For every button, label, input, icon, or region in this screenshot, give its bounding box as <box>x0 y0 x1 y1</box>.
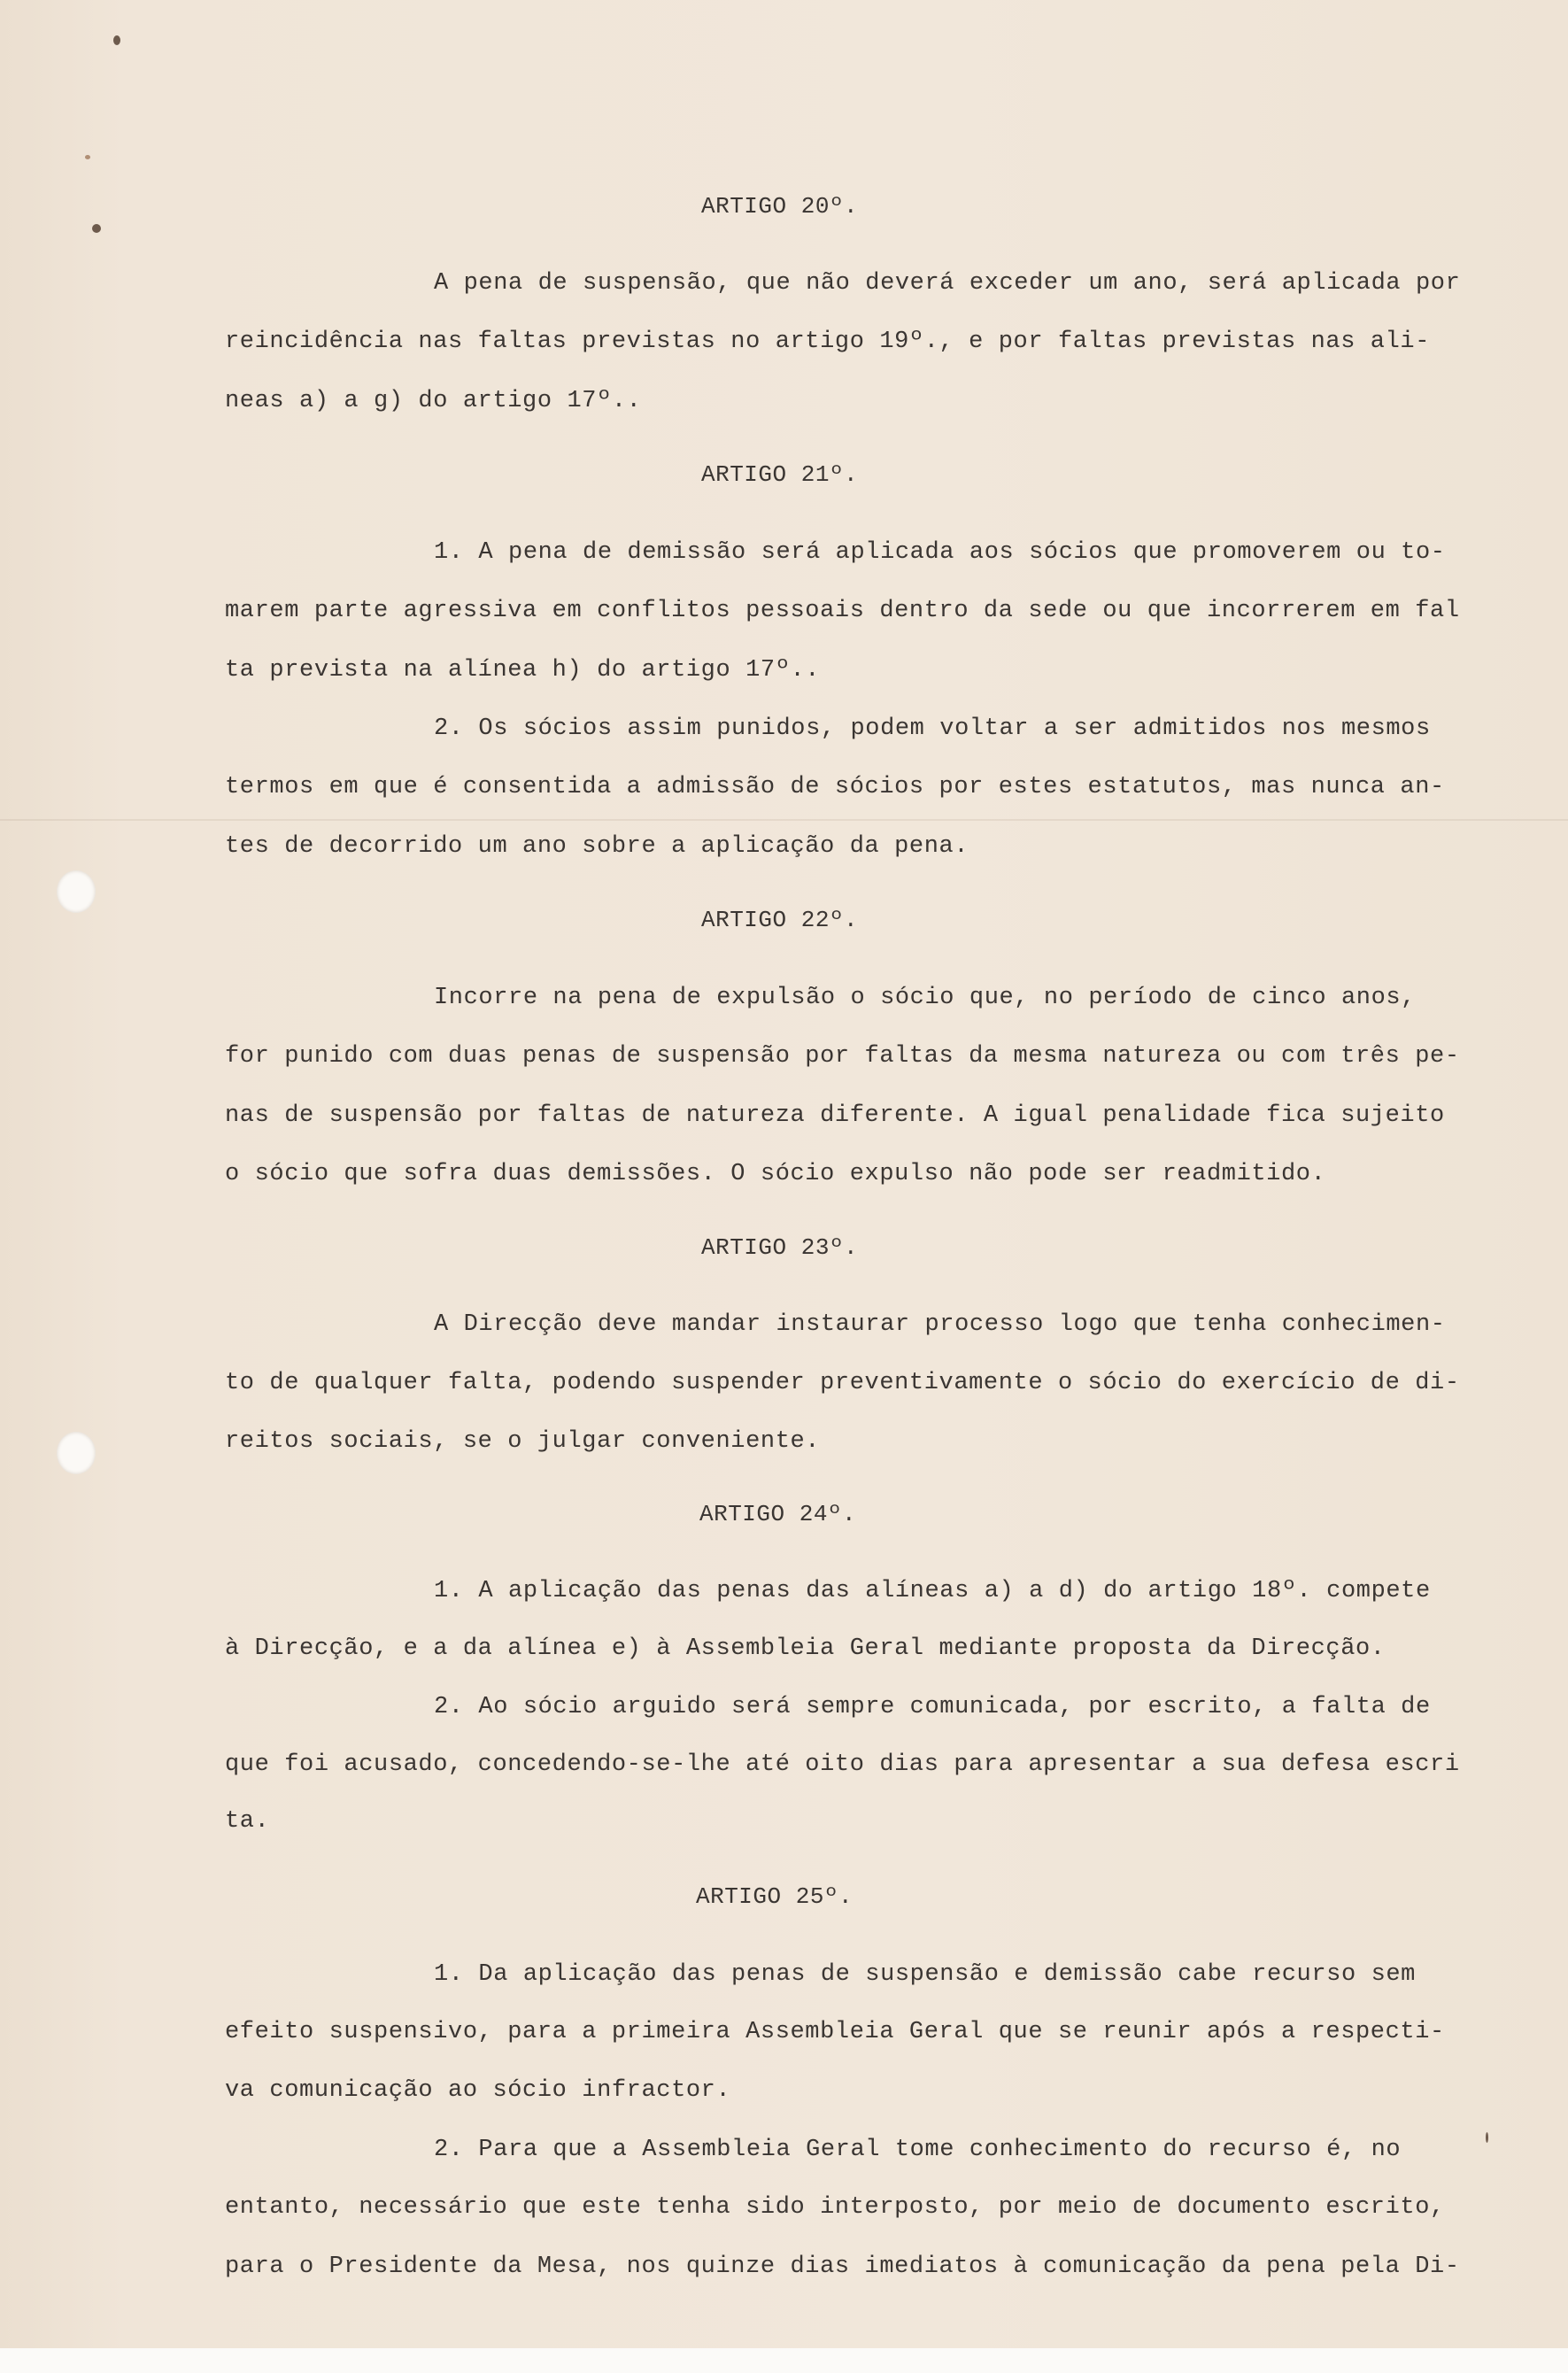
text-line: tes de decorrido um ano sobre a aplicação da pena. <box>225 833 969 860</box>
text-line: A Direcção deve mandar instaurar processo logo que tenha conhecimen- <box>434 1311 1446 1338</box>
text-line: o sócio que sofra duas demissões. O sócio expulso não pode ser readmitido. <box>225 1161 1326 1187</box>
text-line: 2. Ao sócio arguido será sempre comunicada, por escrito, a falta de <box>434 1694 1431 1720</box>
text-line: nas de suspensão por faltas de natureza diferente. A igual penalidade fica sujeito <box>225 1102 1445 1129</box>
section-heading: ARTIGO 25º. <box>696 1883 854 1910</box>
text-line: 2. Para que a Assembleia Geral tome conhecimento do recurso é, no <box>434 2137 1402 2163</box>
text-line: para o Presidente da Mesa, nos quinze dias imediatos à comunicação da pena pela Di- <box>225 2253 1460 2280</box>
text-line: neas a) a g) do artigo 17º.. <box>225 388 642 414</box>
section-heading: ARTIGO 24º. <box>699 1501 857 1527</box>
text-line: 1. Da aplicação das penas de suspensão e demissão cabe recurso sem <box>434 1961 1416 1988</box>
text-line: to de qualquer falta, podendo suspender preventivamente o sócio do exercício de di- <box>225 1370 1460 1396</box>
ink-speck <box>92 224 101 233</box>
section-heading: ARTIGO 20º. <box>701 193 859 220</box>
text-line: 2. Os sócios assim punidos, podem voltar a ser admitidos nos mesmos <box>434 715 1431 742</box>
text-line: Incorre na pena de expulsão o sócio que, no período de cinco anos, <box>434 985 1416 1011</box>
text-line: 1. A aplicação das penas das alíneas a) a d) do artigo 18º. compete <box>434 1578 1431 1604</box>
text-line: entanto, necessário que este tenha sido interposto, por meio de documento escrito, <box>225 2194 1445 2221</box>
ink-speck <box>113 35 120 45</box>
ink-speck <box>85 155 90 159</box>
punch-hole-upper <box>57 870 96 913</box>
text-line: reincidência nas faltas previstas no artigo 19º., e por faltas previstas nas ali- <box>225 329 1431 355</box>
text-line: termos em que é consentida a admissão de sócios por estes estatutos, mas nunca an- <box>225 774 1445 800</box>
section-heading: ARTIGO 22º. <box>701 907 859 933</box>
text-line: marem parte agressiva em conflitos pessoais dentro da sede ou que incorrerem em fal <box>225 598 1460 624</box>
text-line: efeito suspensivo, para a primeira Assembleia Geral que se reunir após a respecti- <box>225 2019 1445 2045</box>
text-line: ta. <box>225 1808 270 1835</box>
paper-fold <box>0 819 1568 821</box>
text-line: reitos sociais, se o julgar conveniente. <box>225 1428 821 1455</box>
text-line: 1. A pena de demissão será aplicada aos sócios que promoverem ou to- <box>434 539 1446 566</box>
text-line: ta prevista na alínea h) do artigo 17º.. <box>225 657 821 684</box>
text-line: à Direcção, e a da alínea e) à Assembleia Geral mediante proposta da Direcção. <box>225 1635 1386 1662</box>
text-line: for punido com duas penas de suspensão por faltas da mesma natureza ou com três pe- <box>225 1043 1460 1070</box>
text-line: que foi acusado, concedendo-se-lhe até oito dias para apresentar a sua defesa escri <box>225 1751 1460 1778</box>
text-line: A pena de suspensão, que não deverá exceder um ano, será aplicada por <box>434 270 1461 297</box>
text-line: va comunicação ao sócio infractor. <box>225 2077 731 2104</box>
section-heading: ARTIGO 21º. <box>701 461 859 488</box>
scan-bottom-edge <box>0 2348 1568 2373</box>
section-heading: ARTIGO 23º. <box>701 1234 859 1261</box>
